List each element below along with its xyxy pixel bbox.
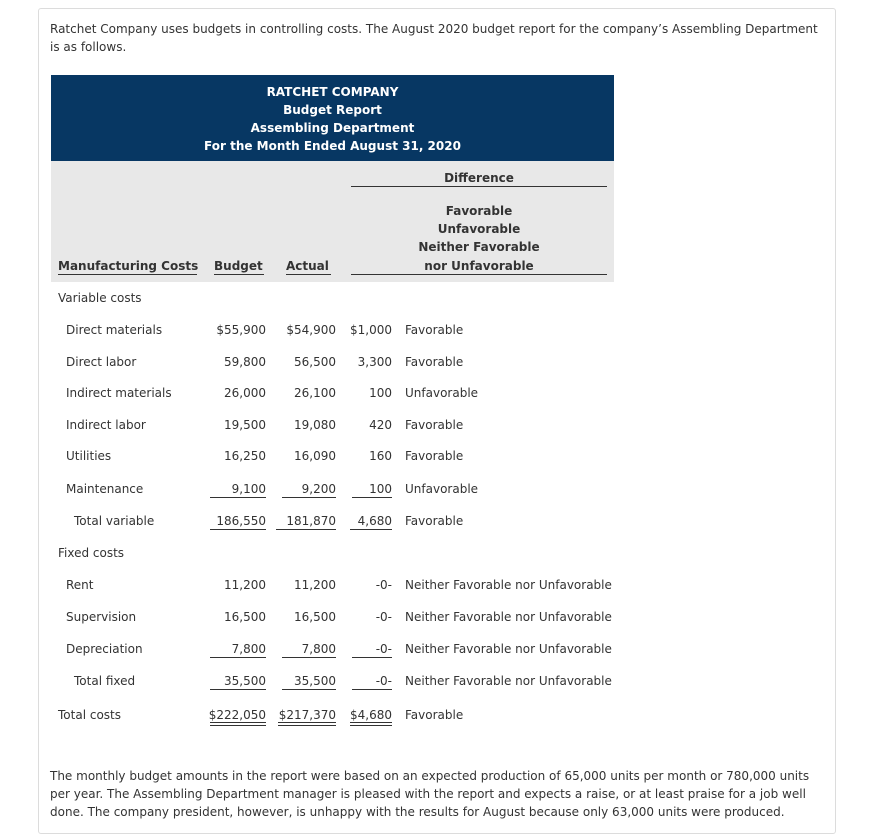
diff-line-1: Favorable: [445, 204, 513, 218]
total-rule: [350, 529, 392, 530]
subtotal-rule: [352, 657, 392, 658]
row-status: Unfavorable: [405, 482, 479, 496]
budget-underline: [214, 274, 264, 275]
row-actual: 7,800: [301, 642, 336, 656]
costs-column-header: Manufacturing Costs: [58, 259, 199, 273]
row-actual: $54,900: [286, 323, 336, 337]
double-rule: [210, 725, 266, 726]
row-budget: 11,200: [224, 578, 266, 592]
subtotal-rule: [210, 657, 266, 658]
report-header: [51, 75, 614, 161]
subtotal-rule: [282, 497, 336, 498]
diff-line-4: nor Unfavorable: [424, 259, 534, 273]
row-budget: $55,900: [216, 323, 266, 337]
row-status: Favorable: [405, 514, 464, 528]
row-actual: 16,500: [294, 610, 336, 624]
diff-line-3: Neither Favorable: [418, 240, 540, 254]
row-actual: 11,200: [294, 578, 336, 592]
row-difference: -0-: [375, 642, 392, 656]
budget-column-header: Budget: [214, 259, 263, 273]
row-actual: 9,200: [301, 482, 336, 496]
row-label: Indirect materials: [66, 386, 172, 400]
row-budget: 19,500: [224, 418, 266, 432]
fixed-costs-label: Fixed costs: [58, 546, 125, 560]
row-status: Neither Favorable nor Unfavorable: [405, 578, 612, 592]
actual-column-header: Actual: [286, 259, 329, 273]
row-budget: 16,250: [224, 449, 266, 463]
row-label: Rent: [66, 578, 94, 592]
row-difference: $4,680: [350, 708, 392, 722]
row-label: Utilities: [66, 449, 112, 463]
double-rule: [278, 725, 336, 726]
row-status: Favorable: [405, 708, 464, 722]
department-name: Assembling Department: [250, 121, 415, 135]
row-budget: 59,800: [224, 355, 266, 369]
row-actual: $217,370: [278, 708, 336, 722]
subtotal-rule: [282, 657, 336, 658]
diff-line-2: Unfavorable: [437, 222, 521, 236]
row-difference: $1,000: [350, 323, 392, 337]
costs-underline: [58, 274, 197, 275]
row-difference: 100: [369, 482, 392, 496]
row-status: Favorable: [405, 418, 464, 432]
total-rule: [282, 689, 336, 690]
row-actual: 26,100: [294, 386, 336, 400]
row-actual: 56,500: [294, 355, 336, 369]
row-difference: 100: [369, 386, 392, 400]
row-label: Total costs: [58, 708, 121, 722]
row-label: Total variable: [74, 514, 155, 528]
row-label: Maintenance: [66, 482, 144, 496]
row-status: Neither Favorable nor Unfavorable: [405, 674, 612, 688]
intro-text: Ratchet Company uses budgets in controlling costs. The August 2020 budget report for the company’s Assembling Department is as follows.: [50, 22, 818, 54]
report-title: Budget Report: [283, 103, 382, 117]
row-label: Supervision: [66, 610, 137, 624]
row-label: Direct materials: [66, 323, 163, 337]
row-budget: 35,500: [224, 674, 266, 688]
row-difference: 420: [369, 418, 392, 432]
row-actual: 16,090: [294, 449, 336, 463]
total-rule: [276, 529, 336, 530]
subtotal-rule: [210, 497, 266, 498]
difference-underline: [351, 186, 607, 187]
row-status: Neither Favorable nor Unfavorable: [405, 610, 612, 624]
report-period: For the Month Ended August 31, 2020: [204, 139, 461, 153]
row-status: Favorable: [405, 323, 464, 337]
difference-header: Difference: [444, 171, 514, 185]
row-label: Total fixed: [74, 674, 136, 688]
row-actual: 19,080: [294, 418, 336, 432]
total-rule: [210, 529, 266, 530]
company-name: RATCHET COMPANY: [266, 85, 399, 99]
total-rule: [210, 689, 266, 690]
row-label: Indirect labor: [66, 418, 146, 432]
double-rule: [278, 722, 336, 723]
row-difference: -0-: [375, 578, 392, 592]
row-difference: 160: [369, 449, 392, 463]
row-budget: 186,550: [216, 514, 266, 528]
double-rule: [350, 725, 392, 726]
row-difference: -0-: [375, 610, 392, 624]
actual-underline: [286, 274, 331, 275]
row-status: Unfavorable: [405, 386, 479, 400]
subtotal-rule: [352, 497, 392, 498]
diff-lines-underline: [351, 274, 607, 275]
row-label: Direct labor: [66, 355, 137, 369]
row-budget: $222,050: [208, 708, 266, 722]
total-rule: [352, 689, 392, 690]
row-difference: 4,680: [357, 514, 392, 528]
variable-costs-label: Variable costs: [58, 291, 142, 305]
row-difference: 3,300: [357, 355, 392, 369]
row-actual: 181,870: [286, 514, 336, 528]
row-status: Neither Favorable nor Unfavorable: [405, 642, 612, 656]
row-status: Favorable: [405, 449, 464, 463]
row-budget: 16,500: [224, 610, 266, 624]
row-budget: 26,000: [224, 386, 266, 400]
outro-text: The monthly budget amounts in the report were based on an expected production of 65,000 units per month or 780,000 units per year. The Assembling Department manager is pleased with the report and expects a raise, or at least praise for a job well done. The company president, however, is unhappy with the results for August because only 63,000 units were produced.: [50, 769, 810, 819]
row-label: Depreciation: [66, 642, 143, 656]
row-budget: 9,100: [231, 482, 266, 496]
row-difference: -0-: [375, 674, 392, 688]
double-rule: [210, 722, 266, 723]
row-status: Favorable: [405, 355, 464, 369]
row-actual: 35,500: [294, 674, 336, 688]
row-budget: 7,800: [231, 642, 266, 656]
double-rule: [350, 722, 392, 723]
